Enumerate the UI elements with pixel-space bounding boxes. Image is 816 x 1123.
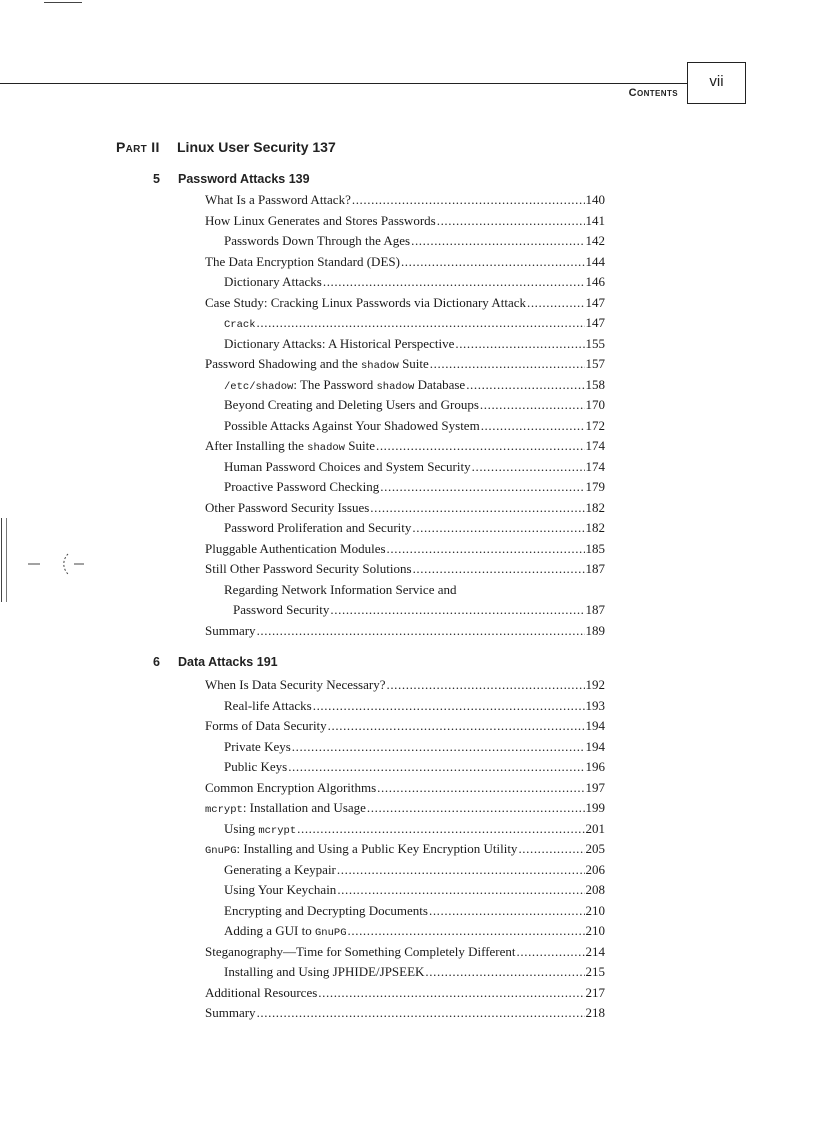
toc-entry-page: 182 — [585, 499, 605, 515]
toc-entry — [205, 539, 605, 560]
toc-entry-title: Using Your Keychain — [224, 882, 337, 897]
toc-entry — [205, 211, 605, 232]
header-rule — [0, 83, 689, 84]
toc-entry — [205, 477, 605, 498]
toc-entry — [205, 675, 605, 696]
toc-entry — [205, 416, 605, 437]
toc-entry-title: Password Shadowing and the shadow Suite — [205, 356, 429, 372]
toc-leader-dots — [370, 498, 584, 519]
toc-entry-page: 197 — [585, 779, 605, 795]
crop-mark-left — [1, 518, 2, 602]
toc-leader-dots — [318, 983, 584, 1004]
running-header-label: Contents — [628, 87, 678, 99]
toc-entry-page: 199 — [585, 800, 605, 815]
toc-entry — [205, 696, 605, 717]
toc-leader-dots — [387, 539, 585, 560]
toc-leader-dots — [472, 457, 585, 478]
toc-leader-dots — [386, 675, 584, 696]
toc-leader-dots — [437, 211, 585, 232]
toc-entry-page: 194 — [585, 718, 605, 733]
toc-entry-page: 215 — [585, 964, 605, 979]
toc-leader-dots — [411, 231, 584, 252]
toc-entry-page: 201 — [585, 820, 605, 836]
toc-entry — [205, 901, 605, 922]
toc-entry — [205, 334, 605, 355]
toc-entry — [205, 395, 605, 416]
toc-entry-page: 182 — [585, 520, 605, 535]
toc-entry-title: Steganography—Time for Something Completely Different — [205, 943, 516, 959]
toc-entry — [205, 313, 605, 334]
toc-entry-title: Other Password Security Issues — [205, 499, 370, 515]
chapter-number: 6 — [153, 655, 160, 669]
toc-entry-title: Public Keys — [224, 759, 288, 774]
toc-leader-dots — [257, 313, 585, 334]
toc-leader-dots — [380, 477, 584, 498]
chapter-number: 5 — [153, 172, 160, 186]
part-title: Linux User Security 137 — [177, 139, 336, 155]
toc-leader-dots — [377, 778, 584, 799]
toc-entry — [205, 190, 605, 211]
toc-entry-page: 140 — [585, 192, 605, 207]
toc-entry-title: Password Proliferation and Security — [224, 520, 412, 535]
toc-entry-title: Passwords Down Through the Ages — [224, 233, 411, 248]
toc-entry — [205, 580, 605, 601]
toc-entry-title: Regarding Network Information Service and — [224, 581, 457, 597]
toc-entry-page: 208 — [585, 882, 605, 897]
toc-entry-title: Installing and Using JPHIDE/JPSEEK — [224, 964, 425, 979]
toc-leader-dots — [337, 880, 584, 901]
toc-entry — [205, 737, 605, 758]
toc-entry-title: Crack — [224, 319, 256, 331]
toc-entry-title: Password Security — [233, 602, 330, 617]
toc-entry-page: 210 — [585, 902, 605, 918]
toc-entry — [205, 962, 605, 983]
toc-leader-dots — [337, 860, 585, 881]
toc-entry — [205, 231, 605, 252]
toc-leader-dots — [401, 252, 585, 273]
toc-entry-title: Real-life Attacks — [224, 697, 312, 713]
toc-entry-page: 214 — [585, 943, 605, 959]
toc-entry-page: 172 — [585, 417, 605, 433]
toc-leader-dots — [352, 190, 585, 211]
toc-entry-page: 179 — [585, 479, 605, 494]
toc-entry-page: 174 — [585, 458, 605, 474]
toc-entry-page: 158 — [585, 376, 605, 392]
toc-entry — [205, 252, 605, 273]
toc-entry — [205, 798, 605, 819]
toc-leader-dots — [527, 293, 585, 314]
toc-entry — [205, 518, 605, 539]
toc-entry-page: 147 — [585, 315, 605, 330]
toc-entry-title: Summary — [205, 622, 256, 638]
toc-entry — [205, 819, 605, 840]
toc-entry-title: GnuPG: Installing and Using a Public Key Encryption Utility — [205, 841, 518, 857]
part-label: Part II — [116, 139, 160, 155]
toc-leader-dots — [425, 962, 584, 983]
toc-leader-dots — [328, 716, 585, 737]
toc-entry-page: 196 — [585, 759, 605, 774]
toc-leader-dots — [517, 942, 585, 963]
toc-entry-page: 206 — [585, 861, 605, 877]
toc-leader-dots — [455, 334, 584, 355]
toc-entry-title: After Installing the shadow Suite — [205, 438, 375, 454]
toc-leader-dots — [288, 757, 584, 778]
toc-leader-dots — [466, 375, 584, 396]
toc-entry — [205, 293, 605, 314]
toc-entry-page: 193 — [585, 697, 605, 713]
toc-entry-title: Private Keys — [224, 738, 291, 754]
crop-mark-left-inner — [6, 518, 7, 602]
toc-entry-title: What Is a Password Attack? — [205, 192, 351, 207]
toc-entry-title: Proactive Password Checking — [224, 479, 380, 494]
toc-entry-title: Dictionary Attacks: A Historical Perspective — [224, 335, 455, 351]
toc-entry-title: Beyond Creating and Deleting Users and Groups — [224, 397, 479, 412]
chapter-title: Data Attacks 191 — [178, 655, 278, 669]
toc-leader-dots — [429, 901, 585, 922]
toc-leader-dots — [257, 1003, 585, 1024]
toc-entry-page: 194 — [585, 738, 605, 754]
toc-entry-page: 142 — [585, 233, 605, 248]
toc-entry-title: Case Study: Cracking Linux Passwords via Dictionary Attack — [205, 294, 526, 310]
toc-entry-page: 146 — [585, 274, 605, 289]
toc-entry-title: Pluggable Authentication Modules — [205, 540, 386, 556]
toc-entry-title: When Is Data Security Necessary? — [205, 677, 386, 692]
toc-entry — [205, 621, 605, 642]
toc-leader-dots — [412, 518, 584, 539]
toc-leader-dots — [480, 395, 585, 416]
toc-entry-title: mcrypt: Installation and Usage — [205, 800, 366, 816]
toc-entry-title: Additional Resources — [205, 984, 318, 1000]
toc-leader-dots — [367, 798, 585, 819]
toc-entry-title: Forms of Data Security — [205, 718, 327, 733]
toc-entry-page: 185 — [585, 540, 605, 556]
toc-entry-title: Adding a GUI to GnuPG — [224, 923, 347, 939]
toc-leader-dots — [413, 559, 585, 580]
toc-entry — [205, 880, 605, 901]
toc-leader-dots — [330, 600, 584, 621]
toc-leader-dots — [518, 839, 584, 860]
chapter-6-entries — [205, 675, 605, 1024]
toc-leader-dots — [323, 272, 585, 293]
toc-entry — [205, 839, 605, 860]
toc-entry — [205, 757, 605, 778]
toc-entry-title: Using mcrypt — [224, 820, 297, 837]
toc-entry-page: 174 — [585, 438, 605, 453]
toc-entry — [205, 498, 605, 519]
toc-entry-page: 210 — [585, 923, 605, 938]
toc-entry — [205, 942, 605, 963]
toc-leader-dots — [348, 921, 585, 942]
toc-leader-dots — [430, 354, 585, 375]
page-number-box — [687, 62, 746, 104]
toc-entry-page: 187 — [585, 561, 605, 576]
toc-leader-dots — [297, 819, 584, 840]
toc-entry-title: Generating a Keypair — [224, 861, 336, 877]
toc-entry-title: How Linux Generates and Stores Passwords — [205, 212, 436, 228]
crop-mark-top — [44, 2, 82, 3]
toc-entry — [205, 457, 605, 478]
toc-entry-title: Still Other Password Security Solutions — [205, 561, 412, 576]
part-heading — [116, 139, 336, 155]
toc-entry — [205, 436, 605, 457]
toc-entry-page: 218 — [585, 1005, 605, 1020]
toc-entry — [205, 375, 605, 396]
page-number: vii — [709, 73, 724, 90]
toc-entry-page: 141 — [585, 212, 605, 228]
toc-entry — [205, 600, 605, 621]
toc-entry — [205, 716, 605, 737]
toc-entry-page: 147 — [585, 294, 605, 310]
toc-leader-dots — [292, 737, 585, 758]
chapter-5-entries — [205, 190, 605, 641]
toc-leader-dots — [481, 416, 585, 437]
toc-entry-title: Summary — [205, 1005, 256, 1020]
toc-entry — [205, 860, 605, 881]
registration-mark-icon — [28, 550, 88, 578]
chapter-title: Password Attacks 139 — [178, 172, 310, 186]
toc-entry — [205, 559, 605, 580]
toc-entry-page: 155 — [585, 335, 605, 351]
toc-entry-title: The Data Encryption Standard (DES) — [205, 253, 400, 269]
toc-entry-title: Dictionary Attacks — [224, 274, 322, 289]
toc-entry — [205, 272, 605, 293]
toc-entry-page: 192 — [585, 677, 605, 692]
toc-entry — [205, 921, 605, 942]
toc-entry-page: 187 — [585, 602, 605, 617]
toc-entry-title: Common Encryption Algorithms — [205, 779, 377, 795]
toc-entry-title: Encrypting and Decrypting Documents — [224, 902, 428, 918]
toc-entry-page: 157 — [585, 356, 605, 371]
toc-entry — [205, 983, 605, 1004]
toc-entry-page: 217 — [585, 984, 605, 1000]
toc-entry-title: Possible Attacks Against Your Shadowed System — [224, 417, 480, 433]
toc-entry-page: 205 — [585, 841, 605, 856]
toc-leader-dots — [257, 621, 585, 642]
toc-leader-dots — [313, 696, 585, 717]
toc-entry — [205, 354, 605, 375]
toc-entry-title: Human Password Choices and System Security — [224, 458, 471, 474]
toc-entry — [205, 1003, 605, 1024]
toc-entry-page: 144 — [585, 253, 605, 269]
toc-entry — [205, 778, 605, 799]
toc-entry-title: /etc/shadow: The Password shadow Database — [224, 376, 466, 393]
toc-entry-page: 189 — [585, 622, 605, 638]
toc-leader-dots — [376, 436, 585, 457]
toc-entry-page: 170 — [585, 397, 605, 412]
